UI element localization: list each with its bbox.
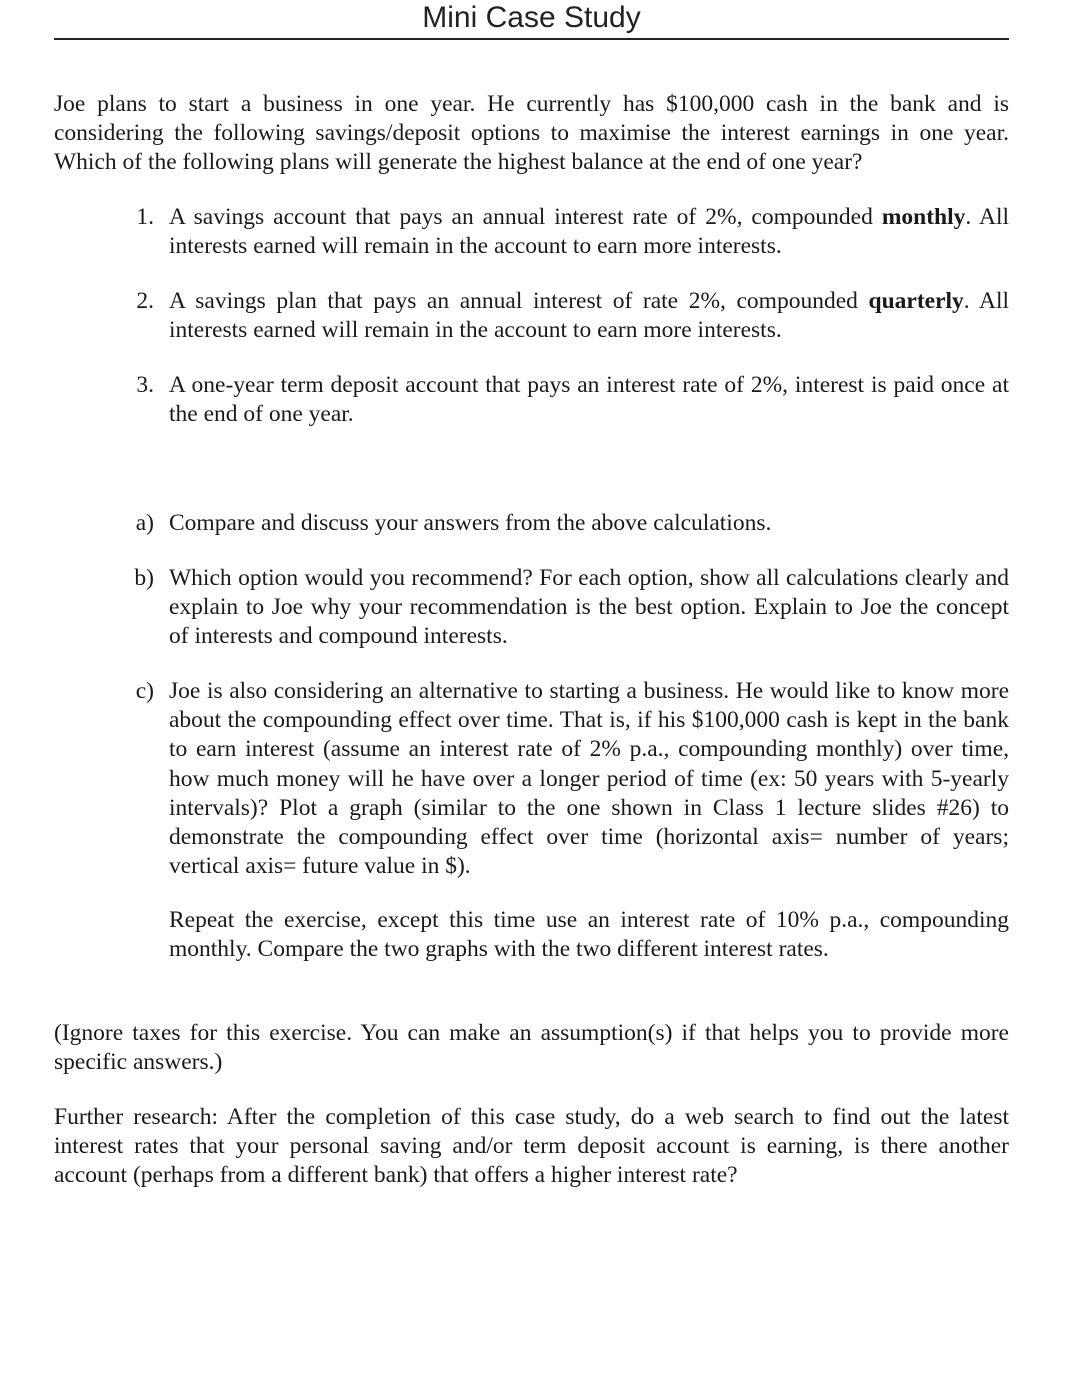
note-paragraph: (Ignore taxes for this exercise. You can make an assumption(s) if that helps you to provide more specific answers.)	[54, 1020, 1009, 1076]
question-a-label: a)	[135, 510, 154, 536]
option-3	[120, 371, 1009, 429]
option-2-text: A savings plan that pays an annual interest of rate 2%, compounded quarterly. All interests earned will remain in the account to earn more interests.	[169, 288, 1010, 344]
option-2	[120, 287, 1009, 345]
option-3-text: A one-year term deposit account that pays an interest rate of 2%, interest is paid once at the end of one year.	[169, 372, 1009, 428]
page-title: Mini Case Study	[422, 1, 641, 34]
option-1	[120, 203, 1009, 261]
question-a-text: Compare and discuss your answers from the above calculations.	[169, 510, 772, 536]
option-1-number: 1.	[136, 204, 154, 230]
option-1-text: A savings account that pays an annual interest rate of 2%, compounded monthly. All interests earned will remain in the account to earn more interests.	[169, 204, 1010, 260]
question-c	[120, 677, 1009, 881]
question-b-text: Which option would you recommend? For each option, show all calculations clearly and explain to Joe why your recommendation is the best option. Explain to Joe the concept of interests and compound interests.	[169, 565, 1009, 650]
option-3-number: 3.	[136, 372, 154, 398]
question-c-label: c)	[135, 678, 154, 704]
question-b	[120, 564, 1009, 652]
question-b-label: b)	[134, 565, 154, 591]
question-c-text: Joe is also considering an alternative to starting a business. He would like to know more about the compounding effect over time. That is, if his $100,000 cash is kept in the bank to earn interest (assume an interest rate of 2% p.a., compounding monthly) over time, how much money will he have over a longer period of time (ex: 50 years with 5-yearly intervals)? Plot a graph (similar to the one shown in Class 1 lecture slides #26) to demonstrate the compounding effect over time (horizontal axis= number of years; vertical axis= future value in $).	[169, 678, 1009, 880]
title-underline	[54, 38, 1009, 40]
intro-paragraph: Joe plans to start a business in one year. He currently has $100,000 cash in the bank and is considering the following savings/deposit options to maximise the interest earnings in one year. Which of the following plans will generate the highest balance at the end of one year?	[54, 91, 1009, 176]
option-1-emphasis: monthly	[881, 204, 966, 230]
option-2-emphasis: quarterly	[868, 288, 964, 314]
question-a	[120, 509, 1009, 538]
option-2-number: 2.	[136, 288, 154, 314]
further-research-paragraph: Further research: After the completion of this case study, do a web search to find out the latest interest rates that your personal saving and/or term deposit account is earning, is there another account (perhaps from a different bank) that offers a higher interest rate?	[54, 1104, 1009, 1189]
question-c-repeat-text: Repeat the exercise, except this time use an interest rate of 10% p.a., compounding monthly. Compare the two graphs with the two different interest rates.	[169, 907, 1009, 963]
question-c-continuation	[120, 906, 1009, 964]
